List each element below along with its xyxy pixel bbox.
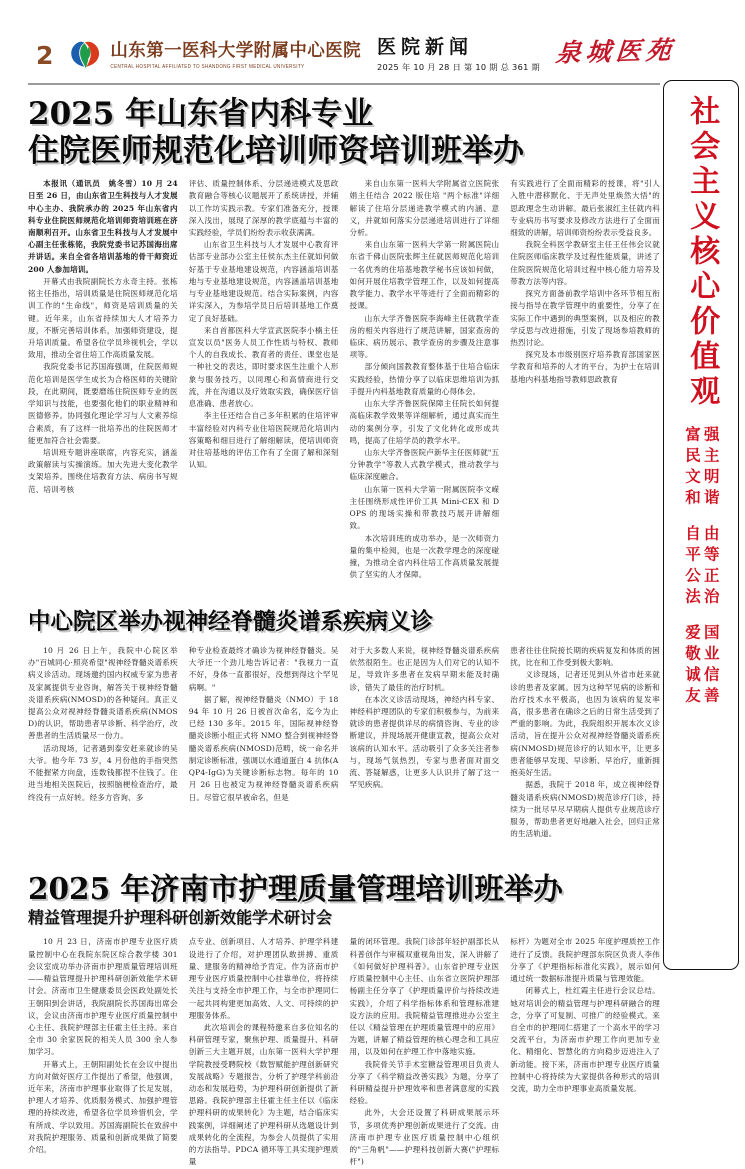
paragraph: 山东省卫生科技与人才发展中心教育评估部专业部办公室主任侯东杰主任就如何做好基于专业基地建设规范，内容涵盖培训基地与专业基地建设规范，内容涵盖培训基地与专业基地建设规范。结合实际案例，内容详实深入，为参培学员日后培训基地工作奠定了良好基础。 <box>188 240 339 323</box>
paragraph: 探究方面备前教学培训中各环节相互衔接与指导在教学管理中的重要性，分享了在实际工作中遇到的典型案例，以及相应的教学反思与改进措施，引发了现场参培教师的热烈讨论。 <box>510 289 660 347</box>
paragraph: 李主任还结合自己多年积累的住培评审丰富经验对内科专业住培医院规范化培训内容策略和细目进行了解细解读，使培训师资对住培基地的评估工作有了全面了解和深刻认知。 <box>188 411 339 470</box>
core-values-col: 富民文和 <box>683 426 701 510</box>
article-1-byline: 本报讯（通讯员 姚冬雪）10 月 24 日至 26 日，由山东省卫生科技与人才发展中心主办、我院承办的 2025 年山东省内科专业住院医师规范化培训师资培训班在济南顺利召开。山东省卫生科技与人才发展中心副主任张栋铭，我院党委书记苏国海出席并讲话。来自全省各培训基地的骨干师资近 200 人参加培训。 <box>28 179 178 274</box>
paragraph: 山东第一医科大学第一附属医院李文嵘主任围绕形成性评价工具 Mini-CEX 和 DOPS 的现场实操和带教技巧展开讲解细致。 <box>349 484 500 531</box>
hospital-name-cn: 山东第一医科大学附属中心医院 <box>110 41 362 62</box>
hospital-name-block <box>110 42 361 68</box>
article-3 <box>28 872 660 1168</box>
article-2-col-2 <box>189 645 339 841</box>
article-3-headline-line1: 2025 年济南市护理质量管理培训班举办 <box>28 871 563 907</box>
article-separator-2 <box>28 849 660 850</box>
page-number: 2 <box>36 40 54 70</box>
article-2-columns <box>28 645 660 841</box>
paragraph: 闭幕式上，杜红霞主任进行会议总结。她对培训会的精益管理与护理科研融合的理念，分享了可复制、可推广的经验模式。来自全市的护理同仁搭建了一个高水平的学习交流平台，为济南市护理工作向更加专业化、精细化、智慧化的方向稳步迈进注入了新动能。接下来，济南市护理专业医疗质量控制中心将持续为大家提供各种形式的培训交流，助力全市护理事业高质量发展。 <box>510 986 660 1094</box>
paragraph: 义诊现场，记者还见到从外省市赶来就诊的患者及家属。因为这种罕见病的诊断和治疗技术水平极高，也因为该病的复发率高，很多患者在确诊之后的日常生活受到了严重的影响。为此，我院组织开展本次义诊活动，旨在提升公众对视神经脊髓炎谱系疾病(NMOSD)规范诊疗的认知水平，让更多患者能够早发现、早诊断、早治疗，重新拥抱美好生活。 <box>510 670 660 778</box>
masthead-rule <box>28 83 660 85</box>
paragraph: 探究及本市级别医疗培养教育部国家医学教育和培养的人才的平台，为护士在培训基地内科基地指导教师思政教育 <box>510 350 660 384</box>
paragraph: 对于大多数人来说，视神经脊髓炎谱系疾病依然很陌生。也正是因为人们对它的认知不足，导致许多患者在发病早期未能及时确诊，错失了最佳的治疗时机。 <box>349 645 500 692</box>
core-values-title: 社会主义核心价值观 <box>684 95 720 410</box>
core-values-groups <box>683 426 718 708</box>
core-values-banner <box>663 80 739 970</box>
paragraph: 开幕式由我院副院长方永奇主持。张栋铭主任指出，培训质量是住院医师规范化培训工作的"生命线"，师资是培训质量的关键。近年来，山东省持续加大人才培养力度，不断完善培训体系，加强师资建设，提升培训质量。希望各位学员珍视机会，学以致用，推动全省住培工作高质量发展。 <box>28 276 178 360</box>
article-1-columns <box>28 178 660 581</box>
article-2-col-1 <box>28 645 178 841</box>
paragraph: 来自首都医科大学宣武医院李小楠主任宣发以员"医务人员工作性质与特权、教师个人的自我成长、教育者的责任、课堂也是一种社交的表达，即时要求医生注重个人形象与服务技巧，以同理心和高情商进行交流，并在沟通以及疗效取实践，确保医疗信息准确、患者放心。 <box>188 325 339 409</box>
article-1-col-1 <box>28 178 178 581</box>
article-2-col-4 <box>510 645 660 841</box>
paragraph: 培训班专题讲座联席，内容充实，涵盖政策解读与实操演练。加大先进大变化教学支架培养。围绕住培教育方法、病房书写规范、培训考核 <box>28 447 178 494</box>
hospital-heart-flame-logo <box>67 36 103 74</box>
article-2 <box>28 609 660 840</box>
article-2-headline <box>28 609 660 636</box>
paragraph: 来自山东第一医科大学第一附属医院山东省千佛山医院张辉主任就医师规范化培训一名优秀的住培基地教学秘书应该如何做，如何开展住培教学管理工作，以及如何提高教学能力、教学水平等进行了全面而精彩的授课。 <box>349 240 500 311</box>
article-1-col-4 <box>510 178 660 581</box>
core-values-group <box>683 426 718 510</box>
paragraph: 活动现场，记者遇到泰安赶来就诊的吴大爷。他今年 73 岁，4 月份他的手指突然不能握紧方向盘，连数钱都捏不住钱了。住进当地相关医院后，按照脑梗检查治疗，最终没有一点好转。经多方咨询、多 <box>28 743 178 802</box>
brand-calligraphy: 泉城医苑 <box>554 35 678 68</box>
paragraph: 10 月 23 日，济南市护理专业医疗质量控制中心在我院东院区综合教学楼 301 会议室成功举办济南市护理质量管理培训班——精益管理提升护理科研创新效能学术研讨会。济南市卫生健康委员会医政处副处长王朝阳到会讲话，我院副院长苏国海出席会议，会议由济南市护理专业医疗质量控制中心主任、我院护理部主任霍主任主持。来自全市 30 余家医院的相关人员 300 余人参加学习。 <box>28 937 178 1057</box>
paragraph: 山东大学齐鲁医院卢新华主任医师就"五分钟教学"等教人式教学模式，推动教学与临床深度融合。 <box>349 447 500 482</box>
paragraph: 山东大学齐鲁医院李海峰主任就教学查房的相关内容进行了规范讲解，国家查房的临床、病历展示、教学查房的步骤及注意事项等。 <box>349 313 500 360</box>
paragraph: 我院全科医学教研室主任王任伟会议就住院医师临床教学及过程性能质量，讲述了住院医院规范化培训过程中核心能力培养及带教方法等内容。 <box>510 240 660 286</box>
article-1-headline-line2: 住院医师规范化培训师资培训班举办 <box>28 132 524 169</box>
article-3-col-4 <box>510 936 660 1168</box>
paragraph: 10 月 26 日上午，我院中心院区举办"百城同心·照亮希望"视神经脊髓炎谱系疾病义诊活动。现场邀约国内权威专家为患者及家属提供专业咨询，解答关于视神经脊髓炎谱系疾病(NMOSD)的各种疑问。真正义提高公众对视神经脊髓炎谱系疾病(NMOSD)的认识，帮助患者早诊断、科学治疗，改善患者的生活质量尽一份力。 <box>28 645 178 741</box>
core-values-col: 由等正治 <box>701 525 720 609</box>
paragraph: 标杆）为题对全市 2025 年度护理质控工作进行了反馈。我院护理部东院区负责人李伟分享了《护理指标标准化实践》，展示如何通过统一数据标准提升质量与管理效能。 <box>510 937 660 984</box>
hospital-name-en: CENTRAL HOSPITAL AFFILIATED TO SHANDONG FIRST MEDICAL UNIVERSITY <box>110 62 305 70</box>
article-2-headline-line1: 中心院区举办视神经脊髓炎谱系疾病义诊 <box>28 609 434 636</box>
core-values-group <box>683 624 718 708</box>
paragraph: 患者往往住院接长期的疾病复发和体质的困扰，比在和工作受到极大影响。 <box>510 645 660 668</box>
article-1 <box>28 88 660 581</box>
paragraph: 据了解，视神经脊髓炎（NMO）于 1894 年 10 月 26 日被首次命名，迄今为止已经 130 多年。2015 年，国际视神经脊髓炎诊断小组正式将 NMO 整合到视神经脊髓炎谱系疾病(NMOSD)范畴，统一命名并制定诊断标准，强调以水通道蛋白 4 抗体(AQP4-IgG)为关键诊断标志物。每年的 10 月 26 日也被定为视神经脊髓炎谱系疾病日。尽管它很早被命名，但是 <box>188 694 339 802</box>
paragraph: 部分倾向国教教育整体基于住培合临床实践经验，热情分享了以临床思维培训为抓手提升内科基地教育质量的心得体会。 <box>349 362 500 396</box>
paragraph: 此外，大会还设置了科研成果展示环节，多项优秀护理创新成果进行了交流。由济南市护理专业医疗质量控制中心组织的"三角帆"——护理科技创新大赛("护理标杆") <box>349 1108 500 1167</box>
paragraph: 开幕式上，王朝阳副处长在会议中提出方向对做好医疗工作提出了希望，他强调，近年来，济南市护理事业取得了长足发展，护理人才培养、优质服务模式、加强护理管理的持续改进，希望各位学员珍惜机会，学有所成、学以致用。苏国海副院长在致辞中对我院护理服务、质量和创新成果做了简要介绍。 <box>28 1059 178 1155</box>
article-3-col-3 <box>350 936 500 1168</box>
paragraph: 我院党委书记苏国海强调，住院医师规范化培训是医学生成长为合格医师的关键阶段，在此期间，既要磨练住院医师专业的医学知识与技能，也要强化他们的职业精神和医德修养。协同强化理论学习与人文素养综合素质，有了这样一批培养出的住院医师才能更加符合社会需要。 <box>28 362 178 445</box>
paragraph: 据悉，我院于 2018 年，成立视神经脊髓炎谱系疾病(NMOSD)规范诊疗门诊，持续为一批尽早尽早期病人提供专业规范诊疗服务，帮助患者更好地融入社会，回归正常的生活轨道。 <box>510 780 660 839</box>
core-values-col: 爱敬诚友 <box>683 624 701 708</box>
paragraph: 点专业、创新项目、人才培养、护理学科建设进行了介绍，对护理团队敢拼搏、重质量、建服务的精神给予肯定。作为济南市护理专业医疗质量控制中心挂靠单位，将持续关注与支持全市护理工作，与全市护理同仁一起共同构建更加高效、人文、可持续的护理服务体系。 <box>188 937 339 1020</box>
paragraph: 种专业检查最终才确诊为视神经脊髓炎。吴大爷还一个劲儿地告诉记者："我视力一直不好，身体一直都很好，没想到得这个罕见病啊。" <box>188 645 339 692</box>
paragraph: 有实践进行了全面而精彩的授课，将"引人入胜中潜移默化、于无声处里焕然大悟"的思政理念生动讲解。最后张淑红主任就内科专业病历书写要求及修改方法进行了全面而细致的讲解，培训师资纷纷表示受益良多。 <box>510 179 660 238</box>
section-date: 2025 年 10 月 28 日 第 10 期 总 361 期 <box>377 62 540 73</box>
core-values-col: 强主明谐 <box>701 426 720 510</box>
article-3-subhead: 精益管理提升护理科研创新效能学术研讨会 <box>28 908 333 928</box>
paragraph: 量的闭环管理。我院门诊部年轻护副部长从科普创作与审稿双重视角出发，深入讲解了《如何做好护理科普》。山东省护理专业医疗质量控制中心主任、山东省立医院护理部杨副主任分享了《护理质量评价与持续改进实践》，介绍了科学指标体系和管理标准建设方法的应用。我院精益管理推进办公室主任以《精益管理在护理质量管理中的应用》为题，讲解了精益管理的核心理念和工具应用，以及如何在护理工作中落地实施。 <box>349 937 500 1057</box>
paragraph: 此次培训会的课程特邀来自多位知名的科研管理专家，聚焦护理、质量提升、科研创新三大主题开展，山东第一医科大学护理学院教授受聘院校《数智赋能护理创新研究发展战略》专题报告，分析了护理学科前沿动态和发展趋势，为护理科研创新提供了新思路。我院护理部主任霍主任主任以《临床护理科研的成果转化》为主题，结合临床实践案例，详细阐述了护理科研从选题设计到成果转化的全流程，为参会人员提供了实用的方法指导。PDCA 循环等工具实现护理质量 <box>188 1022 339 1167</box>
article-separator-1 <box>28 590 660 591</box>
paragraph: 评估、质量控制体系、分层递进模式及思政教育融合等核心议题展开了系统讲授，并辅以工作坊实践示教。专家们准备充分，授课深入浅出，展现了深厚的教学底蕴与丰富的实践经验，学员们纷纷表示收获满满。 <box>188 179 339 238</box>
content-area <box>28 88 660 1169</box>
paragraph: 我院骨关节手术室糖益管理项目负责人分享了《科学精益改善实践》为题，分享了科研精益提升护理效率和患者满意度的实践经验。 <box>349 1059 500 1106</box>
core-values-group <box>683 525 718 609</box>
article-2-col-3 <box>350 645 500 841</box>
core-values-col: 自平公法 <box>683 525 701 609</box>
paragraph: 本次培训班的成功举办，是一次师资力量的集中检阅，也是一次教学理念的深度碰撞，为推动全省内科住培工作高质量发展提供了坚实的人才保障。 <box>349 533 500 580</box>
article-1-col-3 <box>350 178 500 581</box>
paragraph: 山东大学齐鲁医院保障主任院长如何提高临床教学效果等详细解析，通过真实而生动的案例分享，引发了文化转化或形成共鸣，提高了住培学员的教学水平。 <box>349 399 500 445</box>
section-block <box>377 37 540 74</box>
article-3-col-2 <box>189 936 339 1168</box>
section-title: 医院新闻 <box>377 35 474 58</box>
article-3-col-1 <box>28 936 178 1168</box>
paragraph: 来自山东第一医科大学附属省立医院张娟主任结合 2022 版住培 "两个标准"详细解读了住培分层递进教学模式的内涵、意义，并就如何落实分层递进培训进行了详细分析。 <box>349 179 500 238</box>
core-values-col: 国业信善 <box>701 624 720 708</box>
article-3-headline <box>28 872 660 907</box>
article-1-headline-line1: 2025 年山东省内科专业 <box>28 96 374 132</box>
article-1-col-2 <box>189 178 339 581</box>
paragraph: 在本次义诊活动现场，神经内科专家、神经科护理团队的专家们积极参与，为前来就诊的患者提供详尽的病情咨询、专业的诊断建议，并现场展开健康宣教，提高公众对该病的认知水平。活动吸引了众多关注者参与，现场气氛热烈，专家与患者面对面交流、答疑解惑，让更多人认识并了解了这一罕见疾病。 <box>349 694 500 790</box>
article-1-headline <box>28 88 660 169</box>
article-3-columns <box>28 936 660 1168</box>
